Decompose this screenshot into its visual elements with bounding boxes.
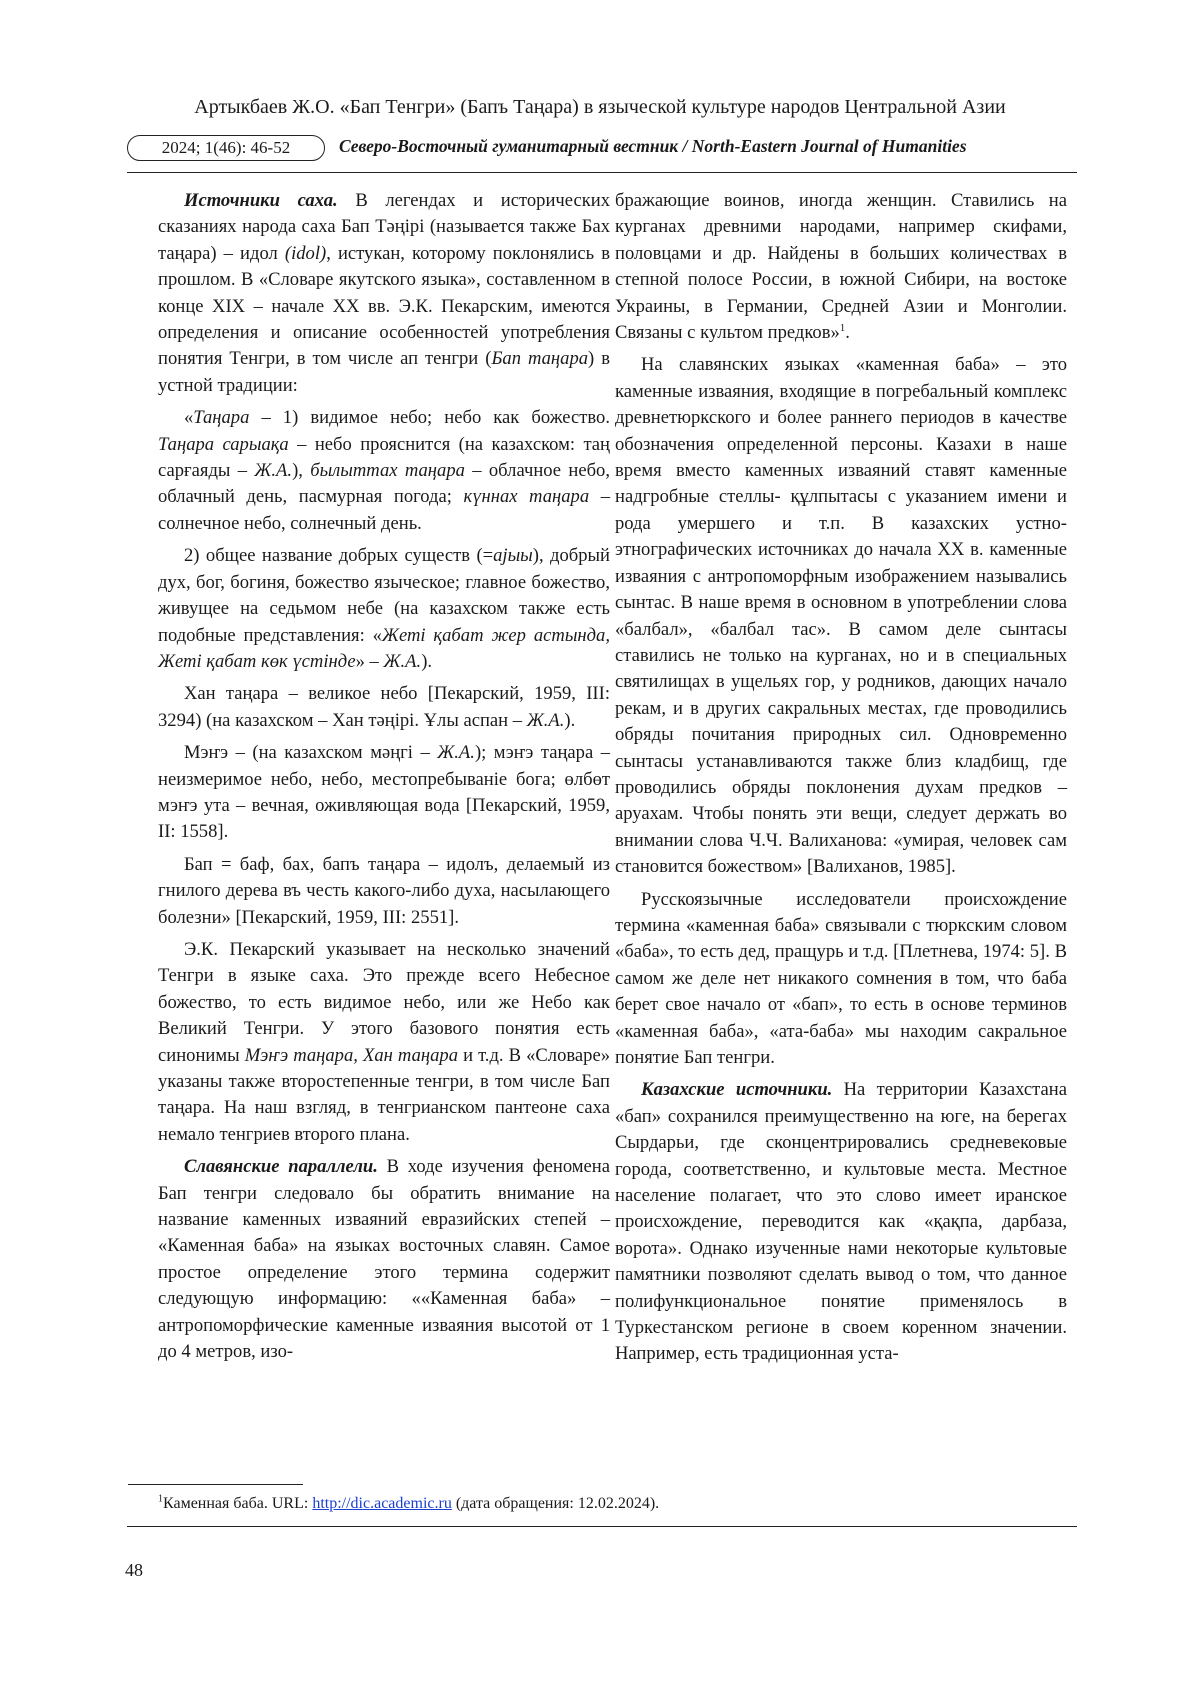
paragraph-kamennaya-baba: На славянских языках «каменная баба» – это каменные изваяния, входящие в погребальный комплекс древнетюркского и более раннего периодов в качестве обозначения определенной персоны. Казахи в наше время вместо каменных изваяний ставят каменные надгробные стеллы- құлпытасы с указанием имени и рода умершего и т.п. В казахских устно-этнографических источниках до начала XX в. каменные изваяния с антропоморфным изображением назывались сынтас. В наше время в основном в употреблении слова «балбал», «балбал тас». В самом деле сынтасы ставились не только на курганах, но и в специальных святилищах в ущельях гор, у родников, дающих начало рекам, и в других сакральных местах, где проводились обряды почитания природных сил. Одновременно сынтасы устанавливаются также близ кладбищ, где проводились обряды поклонения духам предков – аруахам. Чтобы понять эти вещи, следует держать во внимании слова Ч.Ч. Валиханова: «умирая, человек сам становится божеством» [Валиханов, 1985]. bbox=[615, 354, 1067, 878]
footnote bbox=[158, 1494, 659, 1514]
text-span: – небо прояснится (на казахском: таң сарғаяды – bbox=[158, 433, 610, 482]
italic-span: (idol) bbox=[284, 242, 327, 264]
text-span: ). bbox=[564, 709, 576, 731]
text-span: « bbox=[184, 407, 194, 429]
italic-span: күннах таңара bbox=[463, 486, 590, 508]
footnote-link[interactable]: http://dic.academic.ru bbox=[312, 1495, 452, 1512]
paragraph-quote-tanara bbox=[158, 405, 610, 537]
italic-span: Таңара bbox=[193, 407, 250, 429]
text-span: ), добрый дух, бог, богиня, божество языческое; главное божество, живущее на седьмом небе (на казахском также есть подобные представления: « bbox=[158, 545, 610, 646]
section-heading-slavic: Славянские параллели. bbox=[184, 1156, 378, 1178]
text-span: – солнечное небо, солнечный день. bbox=[158, 486, 610, 534]
text-span: ) в устной традиции: bbox=[158, 348, 610, 396]
italic-span: Мэҥэ таңара, Хан таңара bbox=[244, 1044, 458, 1066]
italic-span: Бап таңара bbox=[491, 348, 589, 370]
paragraph-slavic-parallels bbox=[158, 1154, 610, 1365]
section-heading-kazakh: Казахские источники. bbox=[641, 1079, 833, 1101]
text-span: Э.К. Пекарский указывает на несколько значений Тенгри в языке саха. Это прежде всего Небесное божество, то есть видимое небо, или же Небо как Великий Тенгри. У этого базового понятия есть синонимы bbox=[158, 938, 610, 1066]
italic-span: Жеті қабат жер астында, Жеті қабат көк үстінде bbox=[158, 624, 610, 672]
text-span: 2) общее название добрых существ (= bbox=[184, 545, 494, 567]
text-span: . bbox=[845, 322, 850, 344]
footnote-text: Каменная баба. URL: bbox=[163, 1495, 313, 1512]
text-span: Мэҥэ – (на казахском мәңгі – bbox=[184, 742, 438, 764]
page-number: 48 bbox=[125, 1560, 143, 1580]
paragraph-russian-researchers: Русскоязычные исследователи происхождение термина «каменная баба» связывали с тюркским словом «баба», то есть дед, пращурь и т.д. [Плетнева, 1974: 5]. В самом же деле нет никакого сомнения в том, что баба берет свое начало от «бап», то есть в основе терминов «каменная баба», «ата-баба» мы находим сакральное понятие Бап тенгри. bbox=[615, 888, 1067, 1068]
journal-name: Северо-Восточный гуманитарный вестник / North-Eastern Journal of Humanities bbox=[339, 136, 967, 156]
footnote-ref[interactable]: 1 bbox=[839, 321, 846, 334]
paragraph-bap-definition: Бап = баф, бах, бапъ таңара – идолъ, делаемый из гнилого дерева въ честь какого-либо духа, насылающего болезни» [Пекарский, 1959, III: 2551]. bbox=[158, 853, 610, 928]
italic-span: Ж.А. bbox=[526, 709, 565, 731]
text-span: ). bbox=[421, 650, 433, 672]
paragraph-kazakh-sources bbox=[615, 1077, 1067, 1367]
italic-span: Ж.А. bbox=[437, 742, 475, 764]
running-title: Артыкбаев Ж.О. «Бап Тенгри» (Бапъ Таңара) в языческой культуре народов Центральной Азии bbox=[194, 96, 1006, 118]
italic-span: Таңара сарыақа bbox=[158, 433, 289, 455]
text-span: – облачное небо, облачный день, пасмурная погода; bbox=[158, 460, 610, 508]
text-span: » – bbox=[355, 650, 384, 672]
section-heading-sakha: Источники саха. bbox=[184, 190, 338, 211]
text-span: – 1) видимое небо; небо как божество. bbox=[249, 407, 610, 429]
text-span: Хан таңара – великое небо [Пекарский, 1959, III: 3294) (на казахском – Хан тәңірі. Ұлы аспан – bbox=[158, 683, 610, 731]
right-column bbox=[615, 188, 1067, 1368]
header-divider bbox=[127, 172, 1077, 173]
paragraph-good-spirits bbox=[158, 543, 610, 675]
text-span: и т.д. В «Словаре» указаны также второстепенные тенгри, в том числе Бап таңара. На наш взгляд, в тенгрианском пантеоне саха немало тенгриев второго плана. bbox=[158, 1044, 611, 1145]
paragraph-sakha-sources bbox=[158, 188, 610, 399]
italic-span: былыттах таңара bbox=[310, 460, 465, 482]
footnote-mark: 1 bbox=[158, 1493, 163, 1505]
paragraph-continued bbox=[615, 188, 1067, 346]
text-span: На территории Казахстана «бап» сохранился преимущественно на юге, на берегах Сырдарьи, где сконцентрировались средневековые города, соответственно, и культовые места. Местное население полагает, что это слово имеет иранское происхождение, переводится как «қақпа, дарбаза, ворота». Однако изученные нами некоторые культовые памятники позволяют сделать вывод о том, что данное полифункциональное понятие применялось в Туркестанском регионе в своем коренном значении. Например, есть традиционная уста- bbox=[615, 1079, 1067, 1365]
text-span: ), bbox=[292, 460, 311, 482]
paragraph-pekarsky-meanings bbox=[158, 937, 610, 1148]
text-span: В легендах и исторических сказаниях народа саха Бап Тәңірі (называется также Бах таңара) – идол bbox=[158, 190, 610, 264]
issue-row bbox=[127, 132, 1077, 166]
paragraph-menge bbox=[158, 740, 610, 846]
left-column bbox=[158, 188, 610, 1365]
footnote-divider bbox=[128, 1484, 303, 1485]
text-span: , истукан, которому поклонялись в прошлом. В «Словаре якутского языка», составленном в конце XIX – начале XX вв. Э.К. Пекарским, имеются определения и описание особенностей употребления понятия Тенгри, в том числе ап тенгри ( bbox=[158, 242, 610, 370]
text-span: ); мэҥэ таңара – неизмеримое небо, небо, местопребыванiе бога; өлбөт мэҥэ ута – вечная, оживляющая вода [Пекарский, 1959, II: 1558]. bbox=[158, 742, 610, 843]
footer-divider bbox=[127, 1526, 1077, 1527]
italic-span: ајыы bbox=[493, 545, 533, 567]
paragraph-khan-tanara bbox=[158, 681, 610, 734]
text-span: бражающие воинов, иногда женщин. Ставились на курганах древними народами, например скифами, половцами и др. Найдены в больших количествах в степной полосе России, в южной Сибири, на востоке Украины, в Германии, Средней Азии и Монголии. Связаны с культом предков» bbox=[615, 190, 1067, 344]
italic-span: Ж.А. bbox=[383, 650, 422, 672]
italic-span: Ж.А. bbox=[254, 460, 293, 482]
issue-badge: 2024; 1(46): 46-52 bbox=[127, 135, 325, 161]
footnote-text: (дата обращения: 12.02.2024). bbox=[451, 1495, 660, 1512]
text-span: В ходе изучения феномена Бап тенгри следовало бы обратить внимание на название каменных изваяний евразийских степей – «Каменная баба» на языках восточных славян. Самое простое определение этого термина содержит следующую информацию: ««Каменная баба» – антропоморфические каменные изваяния высотой от 1 до 4 метров, изо- bbox=[158, 1156, 611, 1363]
